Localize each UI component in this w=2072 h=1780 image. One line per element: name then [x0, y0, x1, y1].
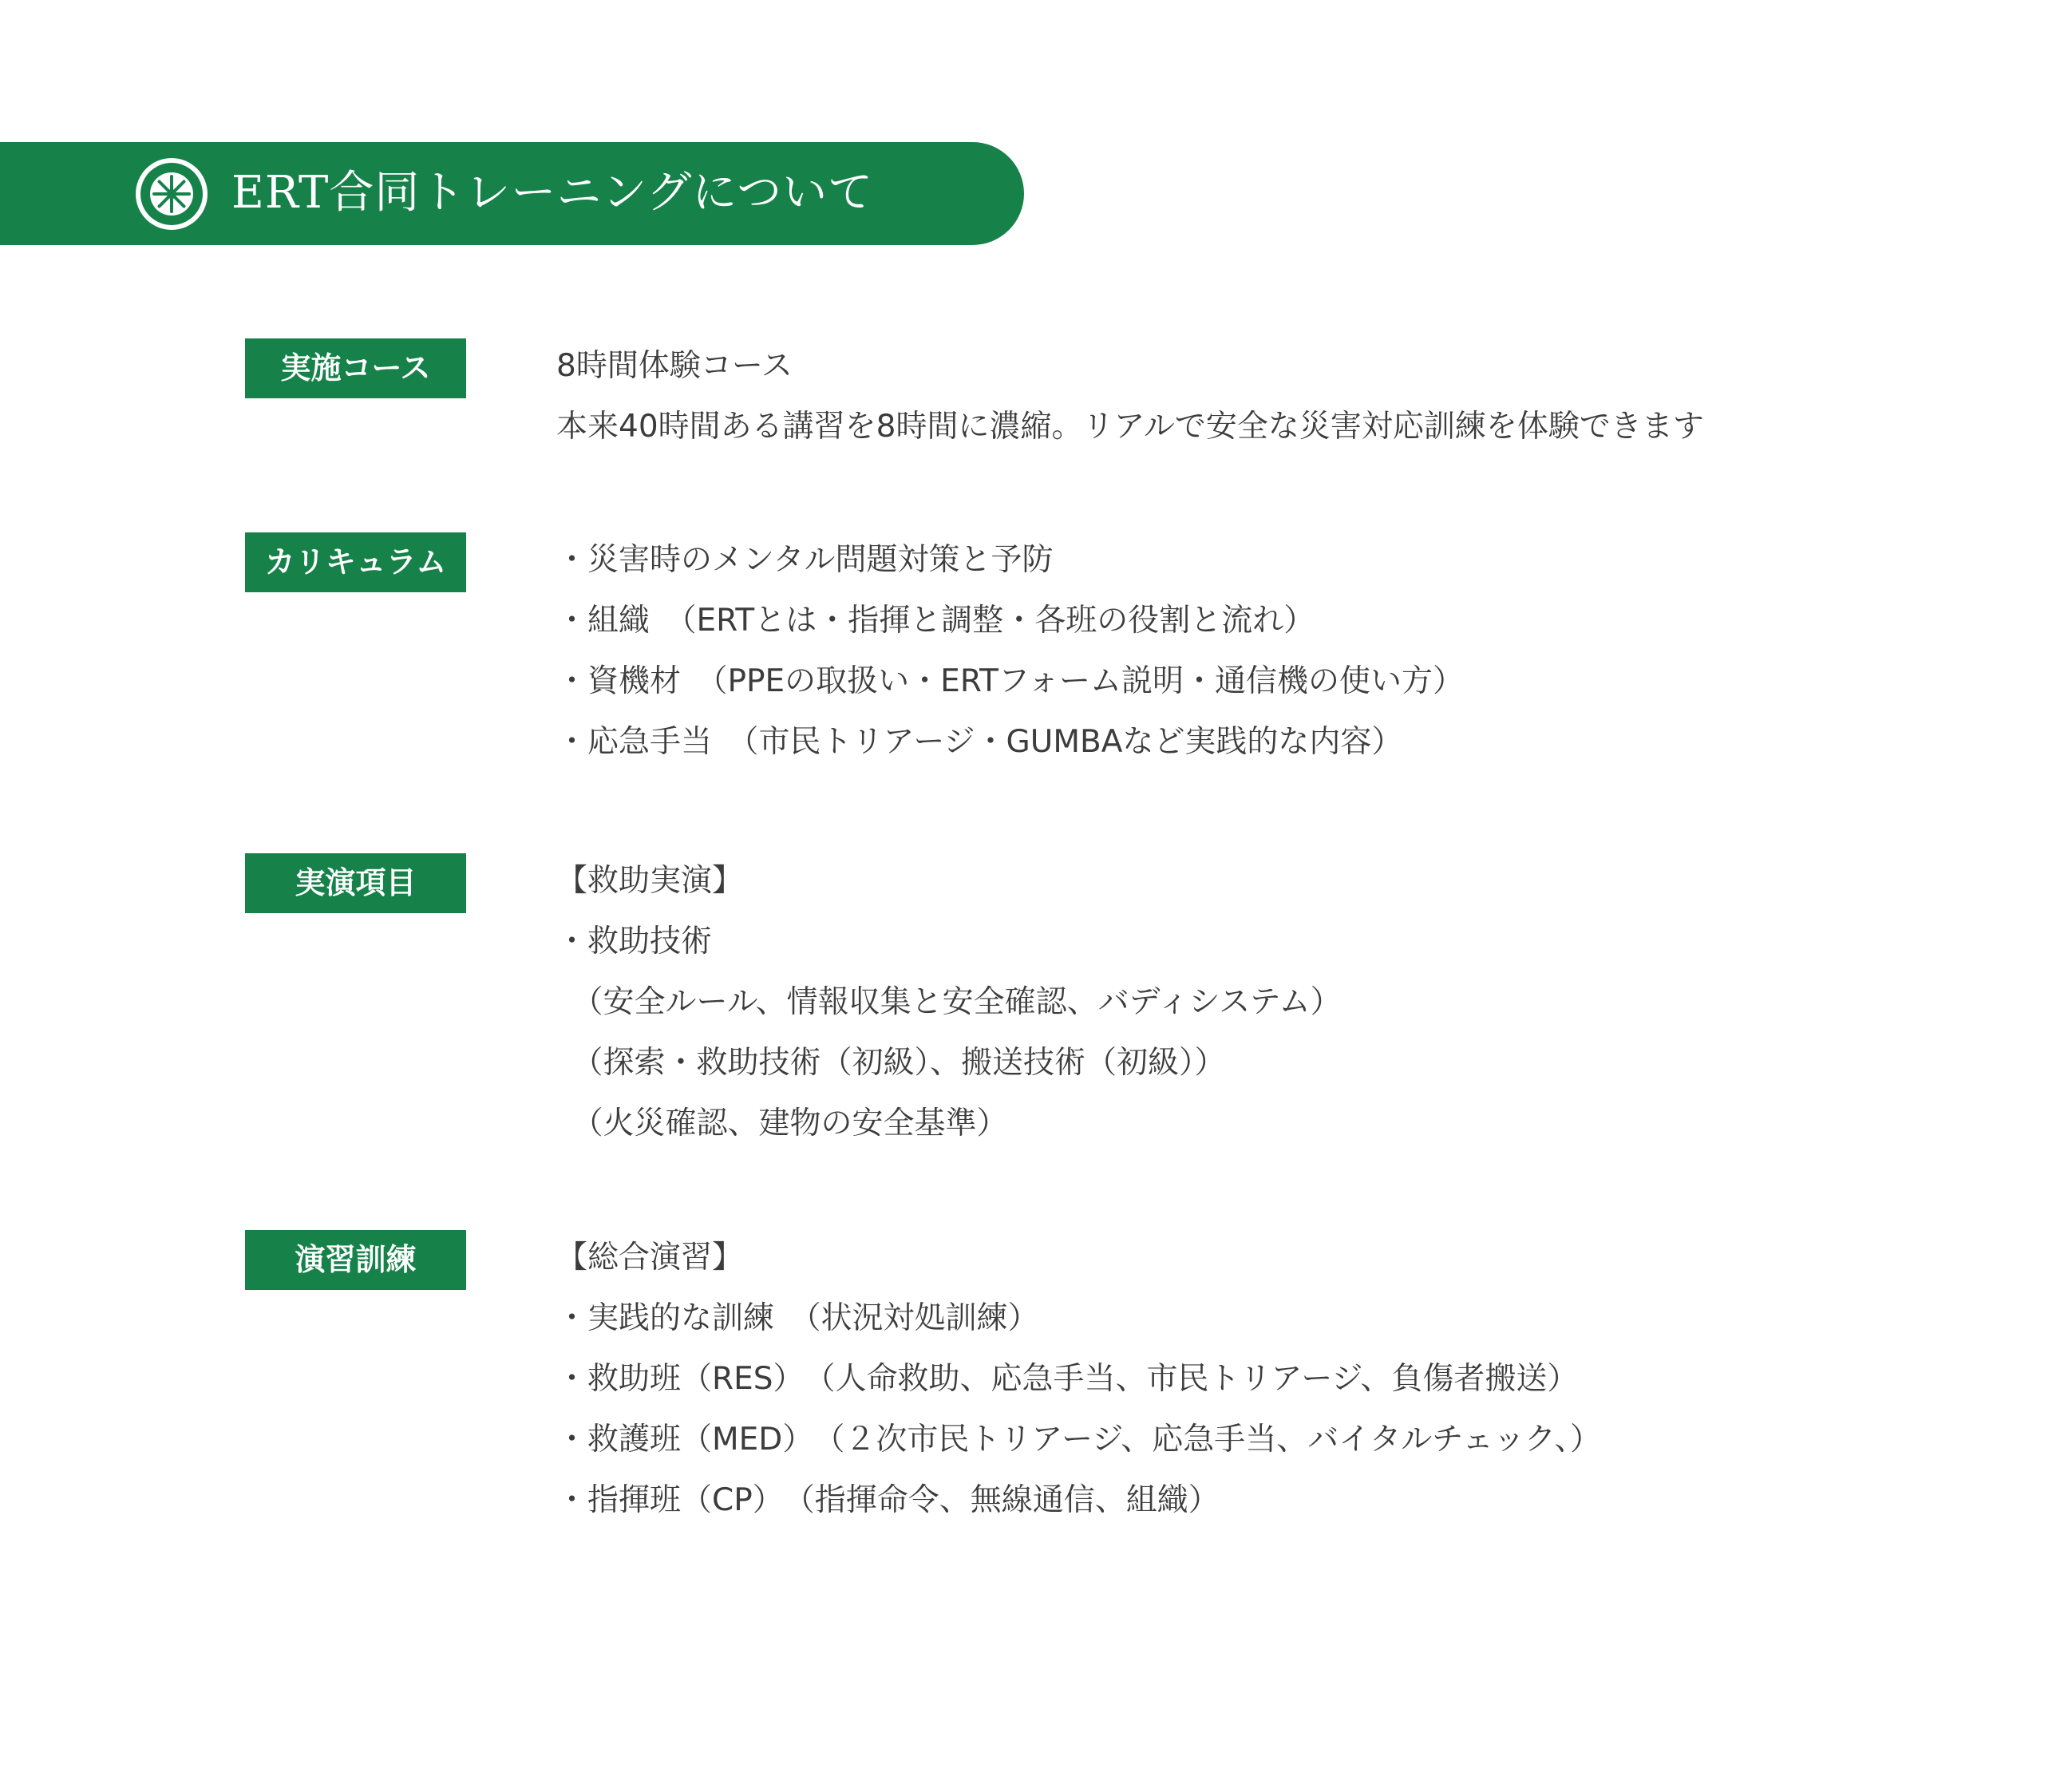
- text-line: 【救助実演】: [556, 863, 744, 899]
- section-body-exercise: [556, 1228, 1601, 1531]
- page-title: ERT合同トレーニングについて: [231, 167, 874, 219]
- section-label-exercise: 演習訓練: [245, 1230, 466, 1290]
- text-line: ・応急手当 （市民トリアージ・GUMBAなど実践的な内容）: [556, 724, 1403, 760]
- text-line: ・救助班（RES） （人命救助、応急手当、市民トリアージ、負傷者搬送）: [556, 1361, 1579, 1397]
- section-label-curriculum: カリキュラム: [245, 532, 466, 592]
- text-line: 8時間体験コース: [556, 348, 793, 384]
- text-line: ・指揮班（CP） （指揮命令、無線通信、組織）: [556, 1482, 1220, 1518]
- section-body-demonstration: [556, 851, 1342, 1154]
- section-label-course: 実施コース: [245, 338, 466, 398]
- text-line: ・救助技術: [556, 924, 713, 959]
- text-line: （安全ルール、情報収集と安全確認、バディシステム）: [556, 984, 1342, 1020]
- text-line: （探索・救助技術（初級）、搬送技術（初級））: [556, 1045, 1226, 1081]
- text-line: ・実践的な訓練 （状況対処訓練）: [556, 1300, 1039, 1336]
- section-body-course: [556, 336, 1704, 457]
- text-line: ・組織 （ERTとは・指揮と調整・各班の役割と流れ）: [556, 603, 1315, 639]
- text-line: 本来40時間ある講習を8時間に濃縮。リアルで安全な災害対応訓練を体験できます: [556, 409, 1704, 445]
- text-line: ・資機材 （PPEの取扱い・ERTフォーム説明・通信機の使い方）: [556, 663, 1464, 699]
- emblem-icon: [134, 156, 209, 231]
- section-label-demonstration: 実演項目: [245, 853, 466, 913]
- text-line: 【総合演習】: [556, 1240, 744, 1276]
- text-line: ・救護班（MED） （２次市民トリアージ、応急手当、バイタルチェック、）: [556, 1422, 1602, 1458]
- section-body-curriculum: [556, 530, 1464, 773]
- text-line: ・災害時のメンタル問題対策と予防: [556, 542, 1054, 578]
- text-line: （火災確認、建物の安全基準）: [556, 1106, 1008, 1141]
